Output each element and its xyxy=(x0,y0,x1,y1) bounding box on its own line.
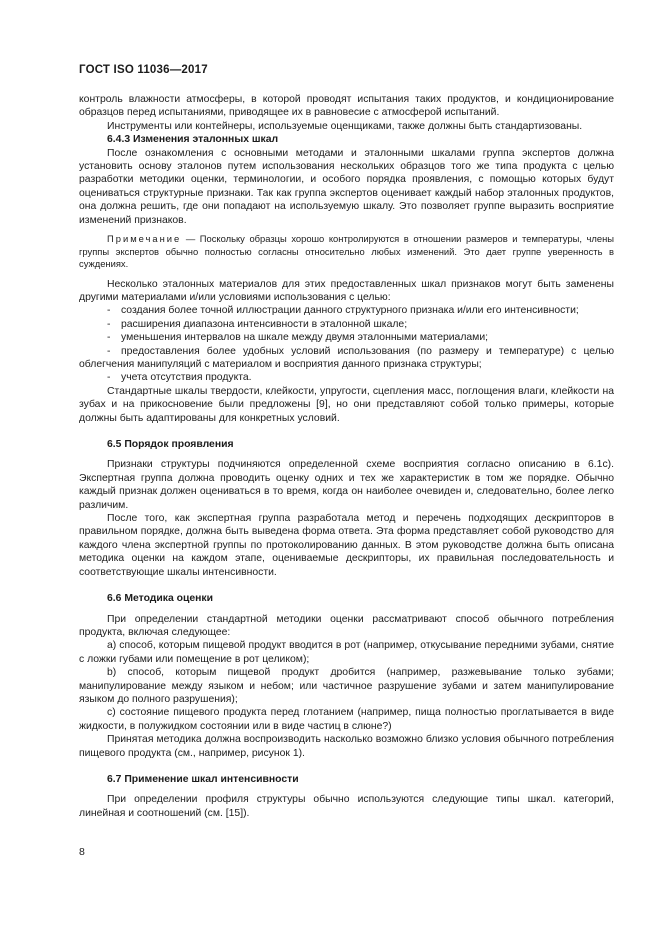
section-heading-6-5: 6.5 Порядок проявления xyxy=(107,439,234,451)
section-heading-6-7: 6.7 Применение шкал интенсивности xyxy=(107,773,299,785)
page-number: 8 xyxy=(79,846,85,858)
paragraph: Несколько эталонных материалов для этих предоставленных шкал признаков могут быть заменены другими материалами и/или условиями использования с целью: xyxy=(79,278,614,303)
paragraph: с) состояние пищевого продукта перед глотанием (например, пища полностью проглатывается в виде жидкости, в полужидком состоянии или в виде частиц в слюне?) xyxy=(79,707,614,732)
paragraph: При определении стандартной методики оценки рассматривают способ обычного потребления продукта, включая следующее: xyxy=(79,613,614,638)
paragraph: контроль влажности атмосферы, в которой проводят испытания таких продуктов, и кондиционирование образцов перед испытаниями, приводящее их в равновесие с атмосферой испытаний. xyxy=(79,94,614,119)
note xyxy=(79,233,614,271)
document-header: ГОСТ ISO 11036—2017 xyxy=(79,64,208,76)
paragraph: Стандартные шкалы твердости, клейкости, упругости, сцепления масс, поглощения влаги, клейкости на зубах и на прикосновение были предложены [9], но они представляют собой только примеры, которые должны быть адаптированы для конкретных условий. xyxy=(79,385,614,424)
paragraph: После ознакомления с основными методами и эталонными шкалами группа экспертов должна установить основу эталонов путем использования нескольких образцов того же типа продукта с целью разработки методики оценки, терминологии, и особого порядка проявления, с помощью которых будут оцениваться структурные признаки. Так как группа экспертов оценивает каждый набор эталонных продуктов, она должна решить, где они попадают на используемую шкалу. Это позволяет группе выразить восприятие изменений признаков. xyxy=(79,147,614,226)
section-heading-6-4-3: 6.4.3 Изменения эталонных шкал xyxy=(107,134,279,146)
list-item: - создания более точной иллюстрации данного структурного признака и/или его интенсивности; xyxy=(107,305,579,317)
list-item-text: уменьшения интервалов на шкале между двумя эталонными материалами; xyxy=(121,332,489,344)
paragraph: Принятая методика должна воспроизводить насколько возможно близко условия обычного потребления пищевого продукта (см., например, рисунок 1). xyxy=(79,734,614,759)
page-body xyxy=(79,93,614,820)
list-item: - расширения диапазона интенсивности в эталонной шкале; xyxy=(107,318,408,330)
list-item: - учета отсутствия продукта. xyxy=(107,372,252,384)
paragraph: После того, как экспертная группа разработала метод и перечень подходящих дескрипторов в правильном порядке, должна быть выведена форма ответа. Эта форма представляет собой руководство для каждого члена экспертной группы по протоколированию данных. В этом руководстве должна быть описана методика оценки на каждом этапе, оцениваемые дескрипторы, их правильная последовательность и соответствующие шкалы интенсивности. xyxy=(79,513,614,578)
paragraph: b) способ, которым пищевой продукт дробится (например, разжевывание только зубами; манипулирование между языком и небом; или частичное разрушение зубами и затем манипулирование языком до полного разрушения); xyxy=(79,667,614,705)
list-item-text: предоставления более удобных условий использования (по размеру и температуре) с целью облегчения манипуляций с материалом и восприятия данного признака структуры; xyxy=(79,345,614,370)
paragraph: При определении профиля структуры обычно используются следующие типы шкал. категорий, линейная и соотношений (см. [15]). xyxy=(79,794,614,819)
list-item-text: учета отсутствия продукта. xyxy=(121,372,252,384)
list-item: - уменьшения интервалов на шкале между двумя эталонными материалами; xyxy=(107,332,489,344)
paragraph: Инструменты или контейнеры, используемые оценщиками, также должны быть стандартизованы. xyxy=(107,120,583,132)
paragraph: а) способ, которым пищевой продукт вводится в рот (например, откусывание передними зубами, снятие с ложки губами или помещение в рот целиком); xyxy=(79,640,614,665)
section-heading-6-6: 6.6 Методика оценки xyxy=(107,593,214,605)
list-item: - предоставления более удобных условий использования (по размеру и температуре) с целью облегчения манипуляций с материалом и восприятия данного признака структуры; xyxy=(79,345,614,370)
paragraph: Признаки структуры подчиняются определенной схеме восприятия согласно описанию в 6.1с). Экспертная группа должна проводить оценку одних и тех же характеристик в том же порядке. Обычно каждый признак должен оцениваться в то время, когда он наиболее очевиден и, следовательно, более легко различим. xyxy=(79,459,614,511)
note-label: Примечание xyxy=(107,233,182,245)
list-item-text: расширения диапазона интенсивности в эталонной шкале; xyxy=(121,318,408,330)
list-item-text: создания более точной иллюстрации данного структурного признака и/или его интенсивности; xyxy=(121,305,579,317)
note-text: — Поскольку образцы хорошо контролируются в отношении размеров и температуры, члены группы экспертов обычно полностью согласны относительно любых изменений. Это дает группе уверенность в суждениях. xyxy=(79,233,614,270)
